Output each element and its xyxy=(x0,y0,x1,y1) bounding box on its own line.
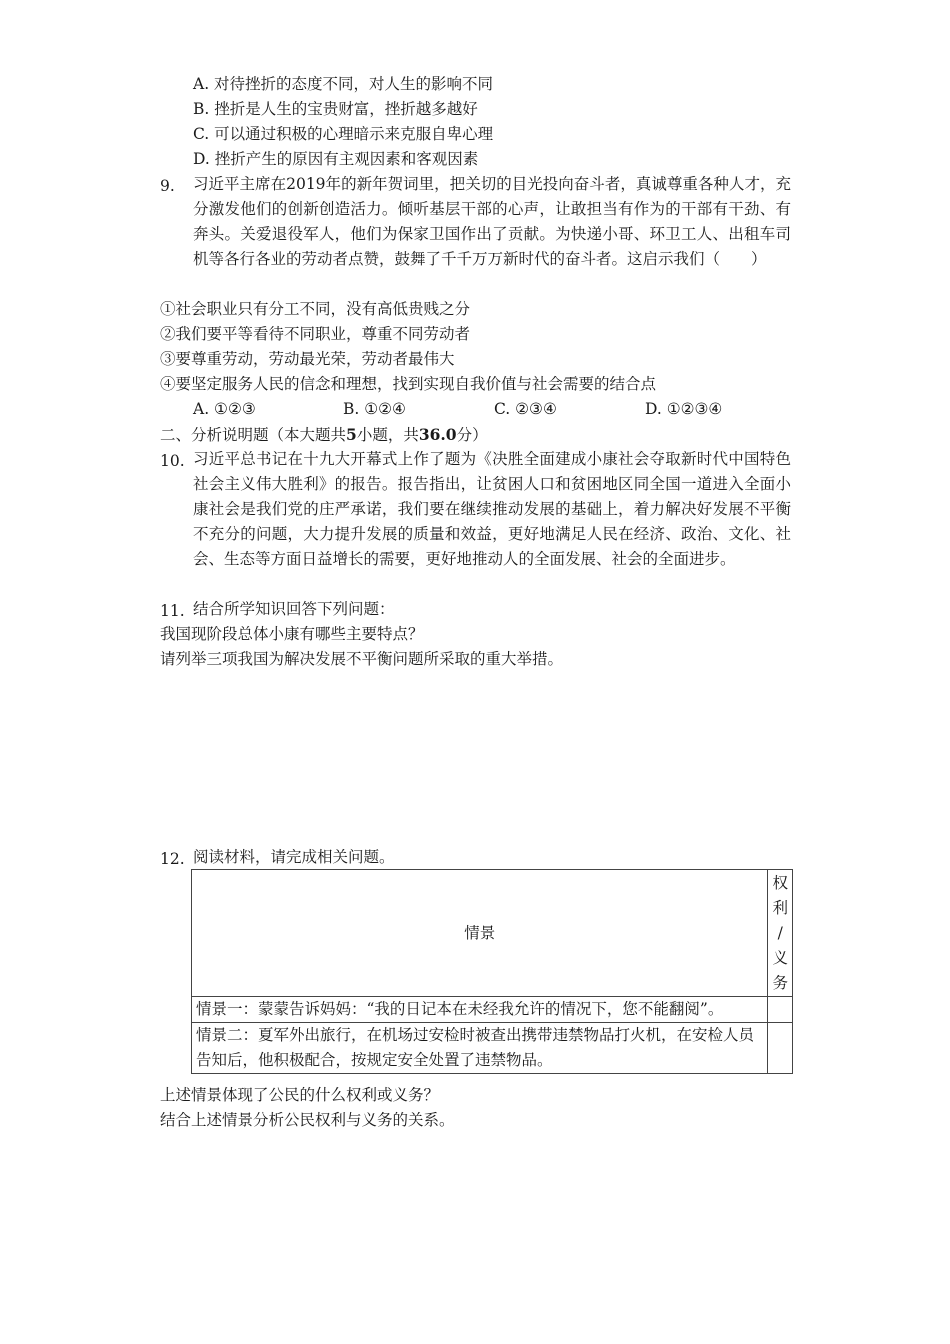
header-char: 义 xyxy=(772,948,788,967)
q9-statement-4: ④要坚定服务人民的信念和理想，找到实现自我价值与社会需要的结合点 xyxy=(160,375,657,393)
table-row xyxy=(192,997,793,1023)
q9-statement-1: ①社会职业只有分工不同，没有高低贵贱之分 xyxy=(160,300,471,318)
q10-number: 10. xyxy=(160,452,185,470)
q9-option-a: A. ①②③ xyxy=(193,400,256,418)
q12-sub-1: 上述情景体现了公民的什么权利或义务？ xyxy=(160,1086,440,1104)
q9-option-c: C. ②③④ xyxy=(494,400,557,418)
q8-option-d: D. 挫折产生的原因有主观因素和客观因素 xyxy=(193,150,479,168)
header-char: 务 xyxy=(772,973,788,992)
q9-statement-2: ②我们要平等看待不同职业，尊重不同劳动者 xyxy=(160,325,471,343)
q12-text: 阅读材料，请完成相关问题。 xyxy=(193,848,395,866)
header-right-duty xyxy=(768,870,793,997)
scene-1-answer-cell[interactable] xyxy=(768,997,793,1023)
q9-stem: 习近平主席在2019年的新年贺词里，把关切的目光投向奋斗者，真诚尊重各种人才，充分激发他们的创新创造活力。倾听基层干部的心声，让敢担当有作为的干部有干劲、有奔头。关爱退役军人，他们为保家卫国作出了贡献。为快递小哥、环卫工人、出租车司机等各行各业的劳动者点赞，鼓舞了千千万万新时代的奋斗者。这启示我们（ ） xyxy=(193,175,791,268)
q9-statement-3: ③要尊重劳动，劳动最光荣，劳动者最伟大 xyxy=(160,350,455,368)
q11-sub-1: 我国现阶段总体小康有哪些主要特点？ xyxy=(160,625,424,643)
q9-option-b: B. ①②④ xyxy=(343,400,406,418)
header-char: 权 xyxy=(772,873,788,892)
q9-option-d: D. ①②③④ xyxy=(645,400,723,418)
q12-sub-2: 结合上述情景分析公民权利与义务的关系。 xyxy=(160,1111,455,1129)
q11-number: 11. xyxy=(160,602,185,620)
q8-option-b: B. 挫折是人生的宝贵财富，挫折越多越好 xyxy=(193,100,478,118)
table-row xyxy=(192,1023,793,1074)
table-header-row xyxy=(192,870,793,997)
q12-table xyxy=(191,869,793,1074)
header-scene: 情景 xyxy=(192,870,768,997)
header-char: / xyxy=(777,923,783,942)
q9-number: 9. xyxy=(160,177,175,195)
scene-1: 情景一：蒙蒙告诉妈妈：“我的日记本在未经我允许的情况下，您不能翻阅”。 xyxy=(192,997,768,1023)
q11-text: 结合所学知识回答下列问题： xyxy=(193,600,395,618)
q12-number: 12. xyxy=(160,850,185,868)
q10-text: 习近平总书记在十九大开幕式上作了题为《决胜全面建成小康社会夺取新时代中国特色社会主义伟大胜利》的报告。报告指出，让贫困人口和贫困地区同全国一道进入全面小康社会是我们党的庄严承诺，我们要在继续推动发展的基础上，着力解决好发展不平衡不充分的问题，大力提升发展的质量和效益，更好地满足人民在经济、政治、文化、社会、生态等方面日益增长的需要，更好地推动人的全面发展、社会的全面进步。 xyxy=(193,450,791,568)
q8-option-a: A. 对待挫折的态度不同，对人生的影响不同 xyxy=(193,75,494,93)
q8-option-c: C. 可以通过积极的心理暗示来克服自卑心理 xyxy=(193,125,494,143)
scene-2-answer-cell[interactable] xyxy=(768,1023,793,1074)
header-char: 利 xyxy=(772,898,788,917)
section-2-heading: 二、分析说明题（本大题共5小题，共36.0分） xyxy=(160,425,488,444)
q11-sub-2: 请列举三项我国为解决发展不平衡问题所采取的重大举措。 xyxy=(160,650,564,668)
scene-2: 情景二：夏军外出旅行，在机场过安检时被查出携带违禁物品打火机，在安检人员告知后，他积极配合，按规定安全处置了违禁物品。 xyxy=(192,1023,768,1074)
